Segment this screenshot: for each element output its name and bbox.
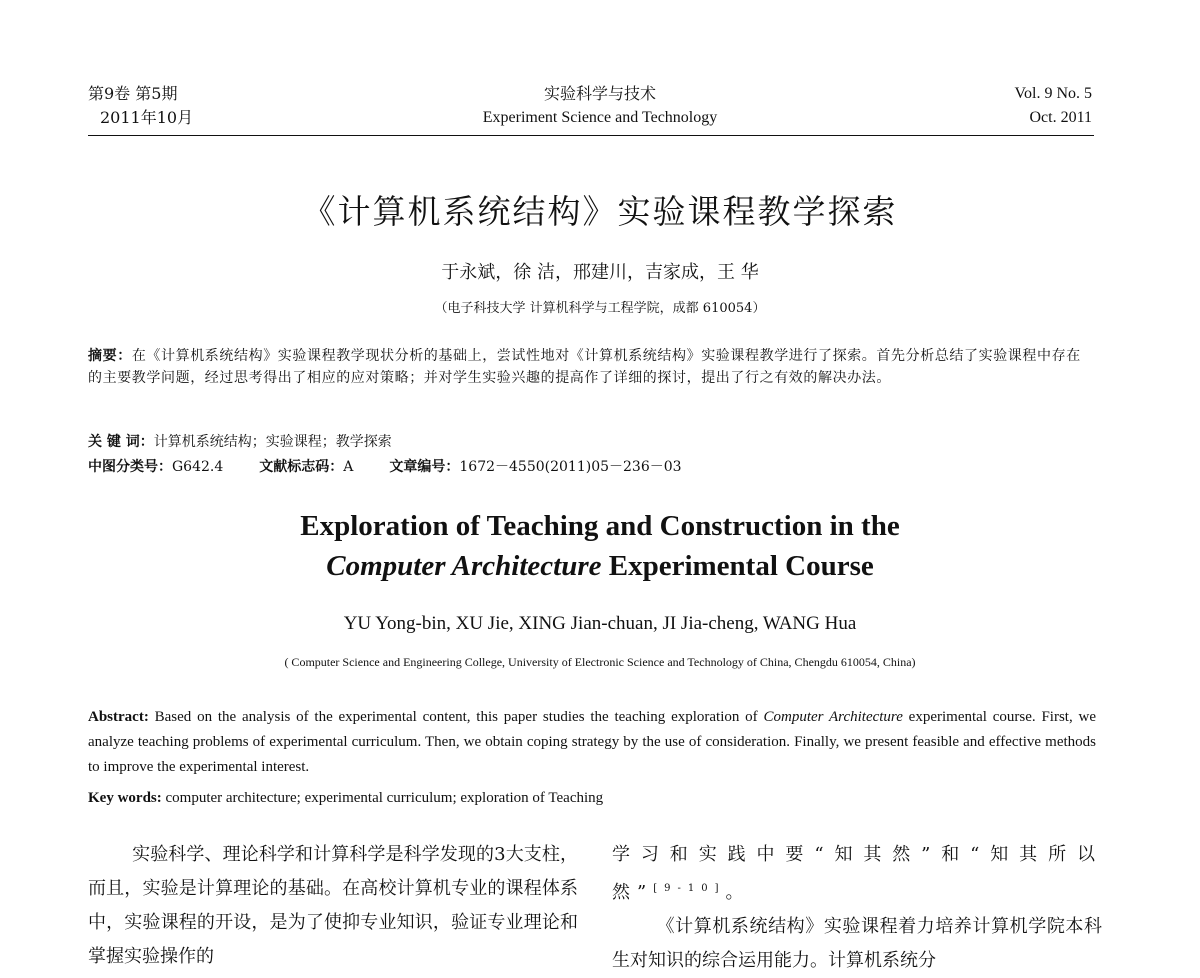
english-keywords-label: Key words: [88, 790, 162, 806]
chinese-title: 《计算机系统结构》实验课程教学探索 [302, 192, 898, 231]
body-right-text-1: 学习和实践中要“知其然”和“知其所以然” [612, 844, 1102, 903]
doc-code-value: A [343, 459, 354, 475]
issue-date-en: Oct. 2011 [1029, 109, 1092, 126]
doc-code-label: 文献标志码： [259, 459, 344, 475]
journal-name-en: Experiment Science and Technology [482, 109, 718, 126]
english-keywords [88, 786, 603, 811]
english-keywords-text: computer architecture; experimental curriculum; exploration of Teaching [161, 790, 604, 806]
volume-issue: 第9卷 第5期 [88, 84, 178, 103]
classification-line [88, 456, 682, 478]
citation-ref: [9-10] [653, 883, 726, 894]
clc-label: 中图分类号： [88, 459, 172, 475]
body-left-text: 实验科学、理论科学和计算科学是科学发现的3大支柱，而且，实验是计算理论的基础。在高校计算机专业的课程体系中，实验课程的开设，是为了使抑专业知识，验证专业理论和掌握实验操作的 [88, 844, 578, 967]
body-left-column [88, 838, 578, 974]
english-abstract [88, 705, 1096, 780]
body-right-text-1-end: 。 [725, 882, 751, 903]
body-right-paragraph-2 [612, 910, 1102, 978]
english-abstract-text-1: Based on the analysis of the experimental content, this paper studies the teaching exploration of [148, 709, 764, 725]
english-abstract-italic: Computer Architecture [763, 709, 903, 725]
chinese-abstract-text: 在《计算机系统结构》实验课程教学现状分析的基础上，尝试性地对《计算机系统结构》实验课程教学进行了探索。首先分析总结了实验课程中存在的主要教学问题，经过思考得出了相应的应对策略；并对学生实验兴趣的提高作了详细的探讨，提出了行之有效的解决办法。 [88, 348, 1081, 386]
english-abstract-text-2: experimental course. First, we analyze teaching problems of experimental curriculum. Then, we obtain coping strategy by the use of consideration. Finally, we present feasible and effective methods to improve the experimental interest. [88, 709, 1097, 775]
issue-date: 2011年10月 [100, 108, 194, 127]
chinese-affiliation: （电子科技大学 计算机科学与工程学院，成都 610054） [434, 301, 766, 316]
english-title-line2 [0, 546, 1200, 586]
english-abstract-label: Abstract: [88, 709, 149, 725]
journal-name-cn: 实验科学与技术 [543, 84, 656, 103]
english-title-italic: Computer Architecture [326, 550, 602, 582]
english-title [0, 506, 1200, 586]
chinese-abstract-label: 摘要： [88, 348, 132, 364]
english-title-line1: Exploration of Teaching and Construction in the [300, 510, 900, 542]
journal-volume-en [1015, 82, 1093, 130]
chinese-keywords-text: 计算机系统结构；实验课程；教学探索 [153, 434, 392, 450]
body-right-column [612, 838, 1102, 978]
article-number-label: 文章编号： [389, 459, 460, 475]
chinese-abstract [88, 345, 1094, 389]
body-right-paragraph-1 [612, 838, 1102, 910]
article-number-value: 1672－4550(2011)05－236－03 [459, 459, 682, 475]
volume-issue-en: Vol. 9 No. 5 [1014, 85, 1092, 102]
chinese-authors: 于永斌，徐 洁，邢建川，吉家成，王 华 [441, 262, 759, 283]
english-authors: YU Yong-bin, XU Jie, XING Jian-chuan, JI Jia-cheng, WANG Hua [343, 613, 857, 634]
english-affiliation: ( Computer Science and Engineering College, University of Electronic Science and Technology of China, Chengdu 610054, China) [284, 655, 916, 669]
clc-value: G642.4 [172, 459, 224, 475]
header-rule [88, 135, 1094, 136]
chinese-keywords-label: 关 键 词： [88, 434, 154, 450]
body-right-text-2: 《计算机系统结构》实验课程着力培养计算机学院本科生对知识的综合运用能力。计算机系统分 [612, 916, 1102, 971]
chinese-keywords [88, 431, 392, 453]
english-title-rest: Experimental Course [601, 550, 874, 582]
